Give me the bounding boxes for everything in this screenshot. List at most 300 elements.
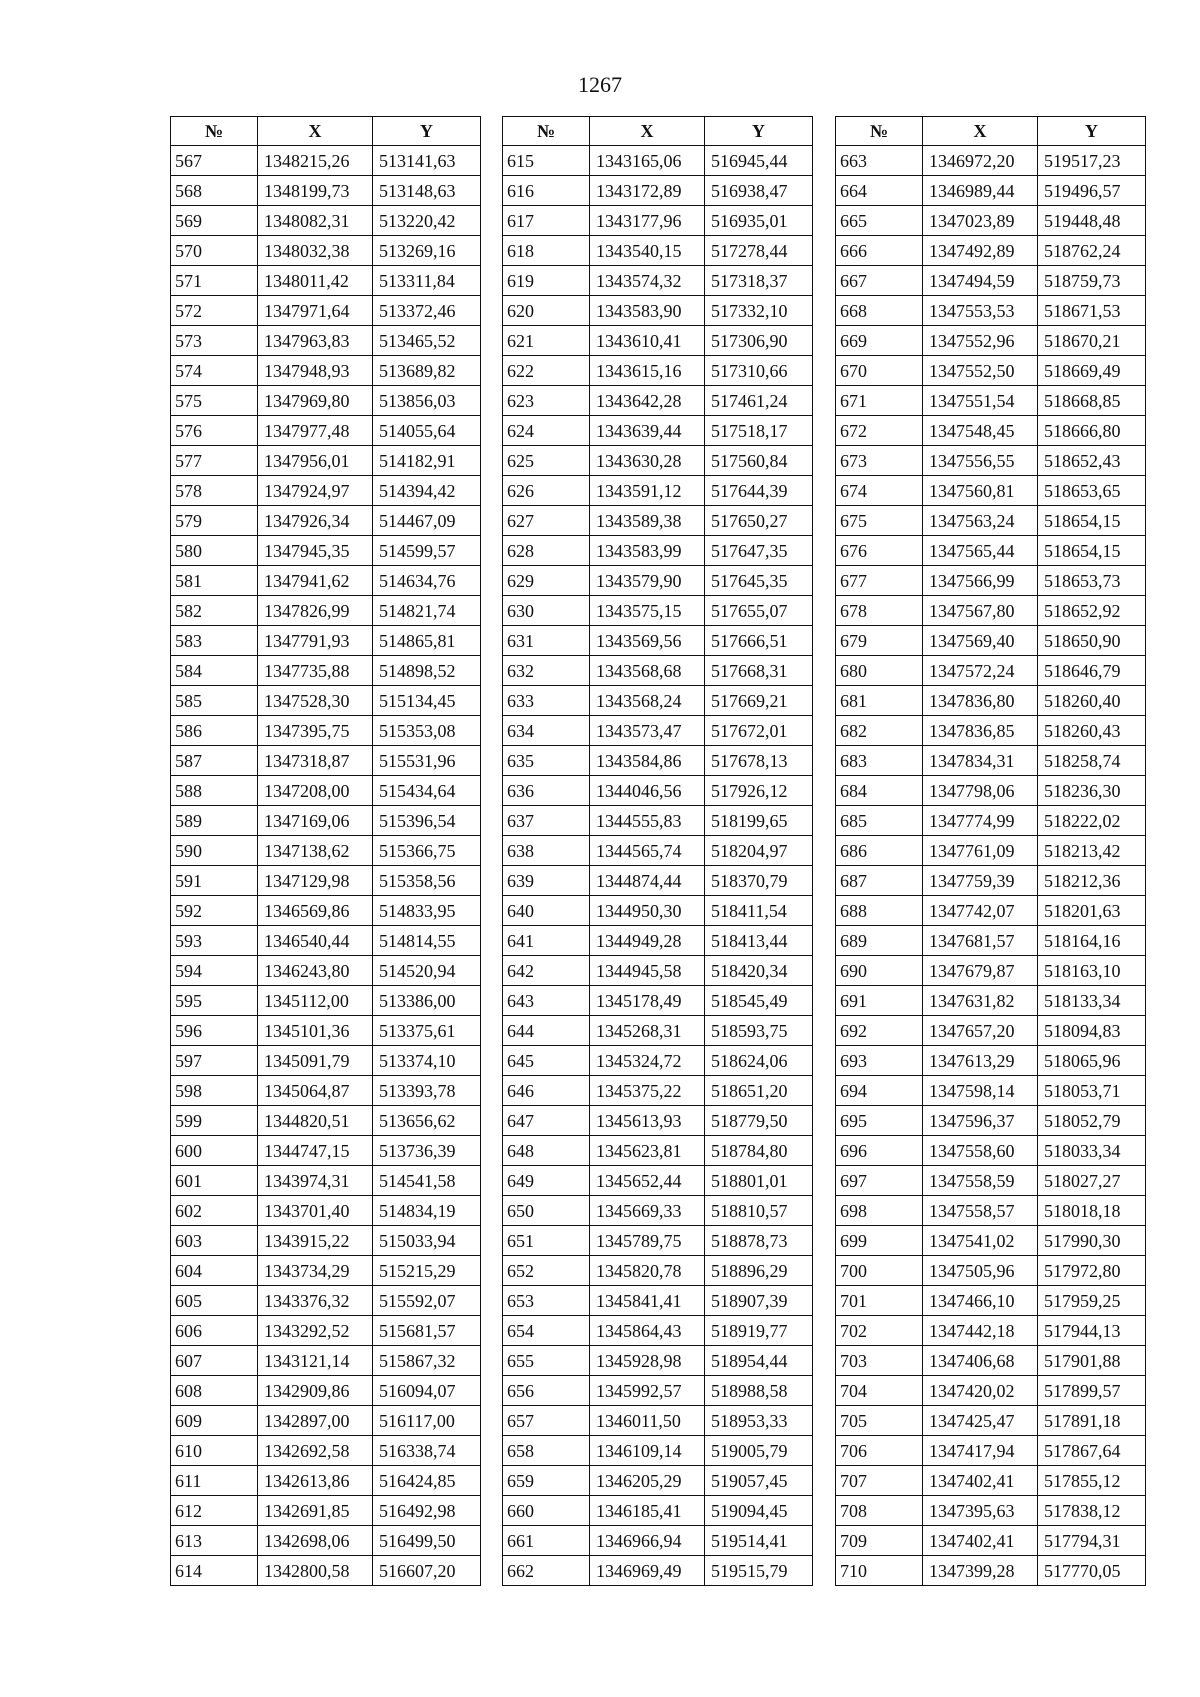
y-coordinate-cell: 518236,30: [1038, 776, 1146, 806]
x-coordinate-cell: 1347945,35: [258, 536, 373, 566]
point-number-cell: 601: [171, 1166, 258, 1196]
point-number-cell: 671: [836, 386, 923, 416]
coordinates-table-3: [835, 116, 1146, 1586]
y-coordinate-cell: 515867,32: [373, 1346, 481, 1376]
table-row: [503, 836, 813, 866]
x-coordinate-cell: 1343568,24: [590, 686, 705, 716]
y-coordinate-cell: 518666,80: [1038, 416, 1146, 446]
point-number-cell: 585: [171, 686, 258, 716]
y-coordinate-cell: 518065,96: [1038, 1046, 1146, 1076]
table-row: [836, 146, 1146, 176]
x-coordinate-cell: 1344747,15: [258, 1136, 373, 1166]
table-row: [503, 776, 813, 806]
x-coordinate-cell: 1347924,97: [258, 476, 373, 506]
table-row: [836, 1406, 1146, 1436]
point-number-cell: 631: [503, 626, 590, 656]
point-number-cell: 696: [836, 1136, 923, 1166]
table-row: [171, 446, 481, 476]
x-coordinate-cell: 1348011,42: [258, 266, 373, 296]
x-coordinate-cell: 1348032,38: [258, 236, 373, 266]
y-coordinate-cell: 517278,44: [705, 236, 813, 266]
x-coordinate-cell: 1347553,53: [923, 296, 1038, 326]
point-number-cell: 688: [836, 896, 923, 926]
point-number-cell: 581: [171, 566, 258, 596]
y-coordinate-cell: 518650,90: [1038, 626, 1146, 656]
x-coordinate-cell: 1343177,96: [590, 206, 705, 236]
point-number-cell: 596: [171, 1016, 258, 1046]
table-row: [503, 356, 813, 386]
y-coordinate-cell: 517332,10: [705, 296, 813, 326]
x-coordinate-cell: 1347926,34: [258, 506, 373, 536]
x-coordinate-cell: 1347742,07: [923, 896, 1038, 926]
table-row: [171, 806, 481, 836]
table-row: [171, 266, 481, 296]
y-coordinate-cell: 515681,57: [373, 1316, 481, 1346]
table-row: [171, 626, 481, 656]
x-coordinate-cell: 1343540,15: [590, 236, 705, 266]
y-coordinate-cell: 518801,01: [705, 1166, 813, 1196]
table-row: [503, 326, 813, 356]
x-coordinate-cell: 1347969,80: [258, 386, 373, 416]
table-row: [503, 236, 813, 266]
y-coordinate-cell: 517306,90: [705, 326, 813, 356]
point-number-cell: 656: [503, 1376, 590, 1406]
point-number-cell: 678: [836, 596, 923, 626]
x-coordinate-cell: 1345064,87: [258, 1076, 373, 1106]
point-number-cell: 592: [171, 896, 258, 926]
x-coordinate-cell: 1347528,30: [258, 686, 373, 716]
x-coordinate-cell: 1348215,26: [258, 146, 373, 176]
x-coordinate-cell: 1347541,02: [923, 1226, 1038, 1256]
y-coordinate-cell: 514833,95: [373, 896, 481, 926]
y-coordinate-cell: 518164,16: [1038, 926, 1146, 956]
x-coordinate-cell: 1347834,31: [923, 746, 1038, 776]
y-coordinate-cell: 518653,73: [1038, 566, 1146, 596]
y-coordinate-cell: 517668,31: [705, 656, 813, 686]
point-number-cell: 611: [171, 1466, 258, 1496]
table-row: [836, 236, 1146, 266]
point-number-cell: 610: [171, 1436, 258, 1466]
x-coordinate-cell: 1343642,28: [590, 386, 705, 416]
table-row: [503, 986, 813, 1016]
x-coordinate-cell: 1343165,06: [590, 146, 705, 176]
point-number-cell: 574: [171, 356, 258, 386]
table-row: [836, 866, 1146, 896]
y-coordinate-cell: 514865,81: [373, 626, 481, 656]
table-row: [503, 1556, 813, 1586]
table-header-row: [836, 117, 1146, 146]
x-coordinate-cell: 1347735,88: [258, 656, 373, 686]
y-coordinate-cell: 517899,57: [1038, 1376, 1146, 1406]
point-number-cell: 623: [503, 386, 590, 416]
x-coordinate-cell: 1344565,74: [590, 836, 705, 866]
x-coordinate-cell: 1343575,15: [590, 596, 705, 626]
point-number-cell: 609: [171, 1406, 258, 1436]
table-row: [171, 326, 481, 356]
y-coordinate-cell: 513689,82: [373, 356, 481, 386]
point-number-cell: 625: [503, 446, 590, 476]
point-number-cell: 691: [836, 986, 923, 1016]
table-row: [171, 956, 481, 986]
x-coordinate-cell: 1347977,48: [258, 416, 373, 446]
y-coordinate-cell: 517770,05: [1038, 1556, 1146, 1586]
point-number-cell: 616: [503, 176, 590, 206]
x-coordinate-cell: 1345324,72: [590, 1046, 705, 1076]
x-coordinate-cell: 1347138,62: [258, 836, 373, 866]
point-number-cell: 692: [836, 1016, 923, 1046]
table-row: [171, 1466, 481, 1496]
x-coordinate-cell: 1347971,64: [258, 296, 373, 326]
table-row: [836, 326, 1146, 356]
x-coordinate-cell: 1347023,89: [923, 206, 1038, 236]
y-coordinate-cell: 518027,27: [1038, 1166, 1146, 1196]
table-row: [171, 1076, 481, 1106]
table-row: [836, 416, 1146, 446]
x-coordinate-cell: 1347956,01: [258, 446, 373, 476]
point-number-cell: 578: [171, 476, 258, 506]
y-coordinate-cell: 518033,34: [1038, 1136, 1146, 1166]
x-coordinate-cell: 1347836,80: [923, 686, 1038, 716]
y-coordinate-cell: 518413,44: [705, 926, 813, 956]
y-coordinate-cell: 513856,03: [373, 386, 481, 416]
table-row: [503, 1196, 813, 1226]
x-coordinate-cell: 1346569,86: [258, 896, 373, 926]
y-coordinate-cell: 518954,44: [705, 1346, 813, 1376]
x-coordinate-cell: 1342800,58: [258, 1556, 373, 1586]
y-coordinate-cell: 513375,61: [373, 1016, 481, 1046]
x-coordinate-cell: 1343579,90: [590, 566, 705, 596]
table-row: [836, 926, 1146, 956]
x-coordinate-cell: 1343589,38: [590, 506, 705, 536]
x-coordinate-cell: 1347596,37: [923, 1106, 1038, 1136]
table-row: [503, 806, 813, 836]
y-coordinate-cell: 518204,97: [705, 836, 813, 866]
table-row: [836, 956, 1146, 986]
point-number-cell: 690: [836, 956, 923, 986]
point-number-cell: 667: [836, 266, 923, 296]
point-number-cell: 603: [171, 1226, 258, 1256]
point-number-cell: 641: [503, 926, 590, 956]
y-coordinate-cell: 515396,54: [373, 806, 481, 836]
column-header-number: №: [503, 117, 590, 146]
point-number-cell: 602: [171, 1196, 258, 1226]
point-number-cell: 664: [836, 176, 923, 206]
coordinates-table-1: [170, 116, 481, 1586]
point-number-cell: 685: [836, 806, 923, 836]
x-coordinate-cell: 1345623,81: [590, 1136, 705, 1166]
table-row: [503, 896, 813, 926]
y-coordinate-cell: 515033,94: [373, 1226, 481, 1256]
y-coordinate-cell: 514834,19: [373, 1196, 481, 1226]
point-number-cell: 624: [503, 416, 590, 446]
table-row: [503, 1316, 813, 1346]
table-row: [171, 656, 481, 686]
point-number-cell: 634: [503, 716, 590, 746]
table-row: [171, 506, 481, 536]
x-coordinate-cell: 1347657,20: [923, 1016, 1038, 1046]
point-number-cell: 618: [503, 236, 590, 266]
table-row: [171, 1436, 481, 1466]
x-coordinate-cell: 1347466,10: [923, 1286, 1038, 1316]
table-row: [836, 1166, 1146, 1196]
point-number-cell: 653: [503, 1286, 590, 1316]
y-coordinate-cell: 514394,42: [373, 476, 481, 506]
point-number-cell: 704: [836, 1376, 923, 1406]
point-number-cell: 676: [836, 536, 923, 566]
point-number-cell: 657: [503, 1406, 590, 1436]
y-coordinate-cell: 519057,45: [705, 1466, 813, 1496]
y-coordinate-cell: 517678,13: [705, 746, 813, 776]
column-header-y: Y: [705, 117, 813, 146]
x-coordinate-cell: 1342698,06: [258, 1526, 373, 1556]
point-number-cell: 683: [836, 746, 923, 776]
x-coordinate-cell: 1347494,59: [923, 266, 1038, 296]
x-coordinate-cell: 1345178,49: [590, 986, 705, 1016]
point-number-cell: 665: [836, 206, 923, 236]
table-row: [503, 416, 813, 446]
y-coordinate-cell: 514520,94: [373, 956, 481, 986]
x-coordinate-cell: 1346243,80: [258, 956, 373, 986]
x-coordinate-cell: 1343569,56: [590, 626, 705, 656]
table-row: [836, 1316, 1146, 1346]
y-coordinate-cell: 513374,10: [373, 1046, 481, 1076]
table-row: [503, 746, 813, 776]
x-coordinate-cell: 1347395,63: [923, 1496, 1038, 1526]
table-row: [171, 1316, 481, 1346]
point-number-cell: 647: [503, 1106, 590, 1136]
y-coordinate-cell: 517672,01: [705, 716, 813, 746]
y-coordinate-cell: 514182,91: [373, 446, 481, 476]
y-coordinate-cell: 518545,49: [705, 986, 813, 1016]
y-coordinate-cell: 517855,12: [1038, 1466, 1146, 1496]
table-row: [503, 146, 813, 176]
y-coordinate-cell: 516945,44: [705, 146, 813, 176]
y-coordinate-cell: 517959,25: [1038, 1286, 1146, 1316]
x-coordinate-cell: 1347552,50: [923, 356, 1038, 386]
table-row: [836, 1436, 1146, 1466]
point-number-cell: 621: [503, 326, 590, 356]
y-coordinate-cell: 518593,75: [705, 1016, 813, 1046]
table-row: [836, 776, 1146, 806]
point-number-cell: 709: [836, 1526, 923, 1556]
table-row: [171, 1256, 481, 1286]
table-row: [836, 746, 1146, 776]
x-coordinate-cell: 1347548,45: [923, 416, 1038, 446]
point-number-cell: 575: [171, 386, 258, 416]
table-row: [503, 866, 813, 896]
table-row: [171, 1046, 481, 1076]
point-number-cell: 628: [503, 536, 590, 566]
coordinates-table-2: [502, 116, 813, 1586]
x-coordinate-cell: 1345652,44: [590, 1166, 705, 1196]
table-row: [171, 1106, 481, 1136]
table-row: [836, 656, 1146, 686]
point-number-cell: 604: [171, 1256, 258, 1286]
x-coordinate-cell: 1344949,28: [590, 926, 705, 956]
x-coordinate-cell: 1347505,96: [923, 1256, 1038, 1286]
table-row: [503, 1016, 813, 1046]
point-number-cell: 629: [503, 566, 590, 596]
y-coordinate-cell: 517944,13: [1038, 1316, 1146, 1346]
y-coordinate-cell: 518201,63: [1038, 896, 1146, 926]
point-number-cell: 626: [503, 476, 590, 506]
point-number-cell: 701: [836, 1286, 923, 1316]
y-coordinate-cell: 518052,79: [1038, 1106, 1146, 1136]
page-number: 1267: [578, 72, 622, 97]
x-coordinate-cell: 1347406,68: [923, 1346, 1038, 1376]
point-number-cell: 590: [171, 836, 258, 866]
column-header-y: Y: [373, 117, 481, 146]
table-row: [836, 1346, 1146, 1376]
y-coordinate-cell: 518133,34: [1038, 986, 1146, 1016]
y-coordinate-cell: 517926,12: [705, 776, 813, 806]
y-coordinate-cell: 518370,79: [705, 866, 813, 896]
table-row: [171, 1376, 481, 1406]
y-coordinate-cell: 517972,80: [1038, 1256, 1146, 1286]
x-coordinate-cell: 1344046,56: [590, 776, 705, 806]
x-coordinate-cell: 1343630,28: [590, 446, 705, 476]
x-coordinate-cell: 1346540,44: [258, 926, 373, 956]
x-coordinate-cell: 1347402,41: [923, 1526, 1038, 1556]
table-row: [171, 296, 481, 326]
table-row: [503, 926, 813, 956]
table-row: [503, 1166, 813, 1196]
table-row: [503, 1076, 813, 1106]
point-number-cell: 597: [171, 1046, 258, 1076]
x-coordinate-cell: 1347941,62: [258, 566, 373, 596]
table-row: [171, 686, 481, 716]
table-row: [503, 1046, 813, 1076]
table-row: [503, 686, 813, 716]
y-coordinate-cell: 519515,79: [705, 1556, 813, 1586]
x-coordinate-cell: 1347761,09: [923, 836, 1038, 866]
y-coordinate-cell: 518651,20: [705, 1076, 813, 1106]
point-number-cell: 636: [503, 776, 590, 806]
y-coordinate-cell: 517867,64: [1038, 1436, 1146, 1466]
table-row: [503, 1346, 813, 1376]
point-number-cell: 588: [171, 776, 258, 806]
x-coordinate-cell: 1347565,44: [923, 536, 1038, 566]
table-row: [171, 926, 481, 956]
table-row: [503, 656, 813, 686]
x-coordinate-cell: 1344950,30: [590, 896, 705, 926]
point-number-cell: 622: [503, 356, 590, 386]
y-coordinate-cell: 515134,45: [373, 686, 481, 716]
table-row: [836, 536, 1146, 566]
x-coordinate-cell: 1346969,49: [590, 1556, 705, 1586]
point-number-cell: 659: [503, 1466, 590, 1496]
x-coordinate-cell: 1345789,75: [590, 1226, 705, 1256]
point-number-cell: 595: [171, 986, 258, 1016]
x-coordinate-cell: 1347402,41: [923, 1466, 1038, 1496]
y-coordinate-cell: 518953,33: [705, 1406, 813, 1436]
column-header-x: X: [258, 117, 373, 146]
x-coordinate-cell: 1344555,83: [590, 806, 705, 836]
point-number-cell: 687: [836, 866, 923, 896]
x-coordinate-cell: 1347826,99: [258, 596, 373, 626]
point-number-cell: 644: [503, 1016, 590, 1046]
y-coordinate-cell: 513393,78: [373, 1076, 481, 1106]
y-coordinate-cell: 518260,40: [1038, 686, 1146, 716]
table-row: [836, 1556, 1146, 1586]
y-coordinate-cell: 518652,92: [1038, 596, 1146, 626]
x-coordinate-cell: 1347417,94: [923, 1436, 1038, 1466]
y-coordinate-cell: 516492,98: [373, 1496, 481, 1526]
y-coordinate-cell: 518212,36: [1038, 866, 1146, 896]
point-number-cell: 571: [171, 266, 258, 296]
point-number-cell: 684: [836, 776, 923, 806]
table-row: [503, 1226, 813, 1256]
x-coordinate-cell: 1347679,87: [923, 956, 1038, 986]
table-row: [503, 596, 813, 626]
table-row: [503, 536, 813, 566]
table-row: [171, 1166, 481, 1196]
x-coordinate-cell: 1343615,16: [590, 356, 705, 386]
table-row: [171, 146, 481, 176]
x-coordinate-cell: 1347566,99: [923, 566, 1038, 596]
y-coordinate-cell: 515531,96: [373, 746, 481, 776]
table-row: [503, 1106, 813, 1136]
table-row: [836, 356, 1146, 386]
y-coordinate-cell: 518896,29: [705, 1256, 813, 1286]
table-row: [836, 1076, 1146, 1106]
y-coordinate-cell: 517647,35: [705, 536, 813, 566]
table-row: [503, 1256, 813, 1286]
table-row: [171, 836, 481, 866]
column-header-number: №: [171, 117, 258, 146]
point-number-cell: 568: [171, 176, 258, 206]
x-coordinate-cell: 1347613,29: [923, 1046, 1038, 1076]
y-coordinate-cell: 518671,53: [1038, 296, 1146, 326]
y-coordinate-cell: 514821,74: [373, 596, 481, 626]
table-row: [836, 566, 1146, 596]
table-row: [836, 896, 1146, 926]
y-coordinate-cell: 515592,07: [373, 1286, 481, 1316]
x-coordinate-cell: 1347169,06: [258, 806, 373, 836]
point-number-cell: 593: [171, 926, 258, 956]
y-coordinate-cell: 514599,57: [373, 536, 481, 566]
point-number-cell: 615: [503, 146, 590, 176]
x-coordinate-cell: 1345091,79: [258, 1046, 373, 1076]
y-coordinate-cell: 516338,74: [373, 1436, 481, 1466]
point-number-cell: 649: [503, 1166, 590, 1196]
point-number-cell: 705: [836, 1406, 923, 1436]
y-coordinate-cell: 513220,42: [373, 206, 481, 236]
table-row: [836, 596, 1146, 626]
y-coordinate-cell: 517891,18: [1038, 1406, 1146, 1436]
y-coordinate-cell: 518411,54: [705, 896, 813, 926]
y-coordinate-cell: 517794,31: [1038, 1526, 1146, 1556]
table-row: [503, 296, 813, 326]
table-row: [503, 266, 813, 296]
x-coordinate-cell: 1347963,83: [258, 326, 373, 356]
table-row: [171, 1016, 481, 1046]
y-coordinate-cell: 518654,15: [1038, 506, 1146, 536]
x-coordinate-cell: 1347569,40: [923, 626, 1038, 656]
x-coordinate-cell: 1347399,28: [923, 1556, 1038, 1586]
point-number-cell: 663: [836, 146, 923, 176]
x-coordinate-cell: 1347395,75: [258, 716, 373, 746]
point-number-cell: 599: [171, 1106, 258, 1136]
table-row: [836, 1016, 1146, 1046]
point-number-cell: 584: [171, 656, 258, 686]
point-number-cell: 698: [836, 1196, 923, 1226]
table-row: [171, 896, 481, 926]
table-row: [503, 1526, 813, 1556]
y-coordinate-cell: 513736,39: [373, 1136, 481, 1166]
x-coordinate-cell: 1347318,87: [258, 746, 373, 776]
x-coordinate-cell: 1346972,20: [923, 146, 1038, 176]
